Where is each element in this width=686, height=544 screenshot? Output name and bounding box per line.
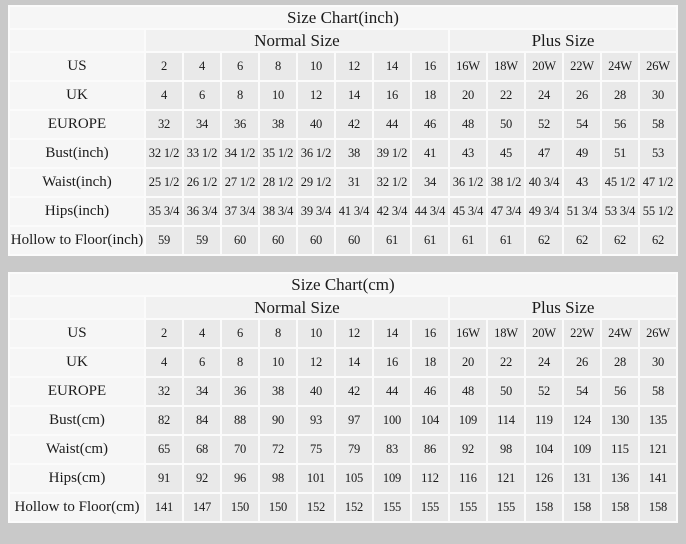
table-title: Size Chart(inch) [10, 7, 676, 28]
size-cell: 12 [298, 82, 334, 109]
size-cell: 147 [184, 494, 220, 521]
size-cell: 10 [260, 82, 296, 109]
size-cell: 18 [412, 82, 448, 109]
size-cell: 24 [526, 82, 562, 109]
size-cell: 22 [488, 349, 524, 376]
size-cell: 38 1/2 [488, 169, 524, 196]
size-cell: 88 [222, 407, 258, 434]
size-cell: 55 1/2 [640, 198, 676, 225]
row-label: US [10, 53, 144, 80]
size-cell: 8 [222, 82, 258, 109]
size-cell: 46 [412, 378, 448, 405]
size-cell: 92 [184, 465, 220, 492]
size-cell: 131 [564, 465, 600, 492]
row-label: Hollow to Floor(cm) [10, 494, 144, 521]
size-cell: 36 1/2 [450, 169, 486, 196]
size-cell: 158 [564, 494, 600, 521]
size-cell: 28 1/2 [260, 169, 296, 196]
column-group-label: Normal Size [146, 297, 448, 318]
size-cell: 4 [184, 53, 220, 80]
size-cell: 104 [412, 407, 448, 434]
size-cell: 52 [526, 111, 562, 138]
size-cell: 82 [146, 407, 182, 434]
size-cell: 6 [184, 82, 220, 109]
size-cell: 119 [526, 407, 562, 434]
size-cell: 136 [602, 465, 638, 492]
size-cell: 47 1/2 [640, 169, 676, 196]
size-cell: 124 [564, 407, 600, 434]
size-cell: 45 1/2 [602, 169, 638, 196]
table-row [10, 436, 676, 463]
size-cell: 26W [640, 320, 676, 347]
table-row [10, 494, 676, 521]
size-cell: 44 [374, 111, 410, 138]
size-cell: 10 [298, 53, 334, 80]
size-cell: 112 [412, 465, 448, 492]
size-cell: 155 [488, 494, 524, 521]
size-cell: 115 [602, 436, 638, 463]
size-cell: 61 [412, 227, 448, 254]
size-cell: 32 [146, 378, 182, 405]
size-cell: 16W [450, 53, 486, 80]
size-cell: 22W [564, 320, 600, 347]
size-cell: 52 [526, 378, 562, 405]
size-cell: 155 [412, 494, 448, 521]
size-cell: 36 3/4 [184, 198, 220, 225]
size-cell: 39 1/2 [374, 140, 410, 167]
size-cell: 20 [450, 82, 486, 109]
size-cell: 54 [564, 378, 600, 405]
size-cell: 98 [488, 436, 524, 463]
size-cell: 16 [412, 53, 448, 80]
size-cell: 32 1/2 [374, 169, 410, 196]
size-cell: 49 [564, 140, 600, 167]
size-cell: 60 [260, 227, 296, 254]
size-cell: 43 [450, 140, 486, 167]
size-cell: 24W [602, 53, 638, 80]
table-row [10, 198, 676, 225]
size-cell: 62 [564, 227, 600, 254]
size-cell: 93 [298, 407, 334, 434]
size-cell: 43 [564, 169, 600, 196]
size-cell: 34 [184, 111, 220, 138]
row-label: Waist(inch) [10, 169, 144, 196]
table-row [10, 53, 676, 80]
size-cell: 40 [298, 378, 334, 405]
row-label: Hollow to Floor(inch) [10, 227, 144, 254]
size-cell: 83 [374, 436, 410, 463]
size-cell: 155 [374, 494, 410, 521]
size-cell: 40 3/4 [526, 169, 562, 196]
size-cell: 53 [640, 140, 676, 167]
size-cell: 12 [298, 349, 334, 376]
size-cell: 61 [374, 227, 410, 254]
size-cell: 8 [260, 320, 296, 347]
size-cell: 20W [526, 320, 562, 347]
table-row [10, 169, 676, 196]
row-label: Bust(inch) [10, 140, 144, 167]
size-cell: 59 [146, 227, 182, 254]
row-label: US [10, 320, 144, 347]
size-cell: 32 [146, 111, 182, 138]
size-cell: 14 [336, 349, 372, 376]
size-cell: 26 [564, 349, 600, 376]
size-cell: 29 1/2 [298, 169, 334, 196]
size-cell: 86 [412, 436, 448, 463]
size-cell: 68 [184, 436, 220, 463]
row-label: Waist(cm) [10, 436, 144, 463]
column-group-label: Normal Size [146, 30, 448, 51]
size-cell: 6 [184, 349, 220, 376]
size-cell: 50 [488, 378, 524, 405]
row-label: UK [10, 82, 144, 109]
table-row [10, 82, 676, 109]
size-cell: 20W [526, 53, 562, 80]
size-cell: 6 [222, 320, 258, 347]
size-cell: 20 [450, 349, 486, 376]
size-cell: 97 [336, 407, 372, 434]
size-cell: 14 [374, 53, 410, 80]
size-cell: 26W [640, 53, 676, 80]
size-cell: 49 3/4 [526, 198, 562, 225]
size-cell: 40 [298, 111, 334, 138]
size-cell: 24 [526, 349, 562, 376]
size-cell: 48 [450, 111, 486, 138]
size-cell: 79 [336, 436, 372, 463]
column-group-label: Plus Size [450, 30, 676, 51]
size-cell: 22W [564, 53, 600, 80]
size-cell: 33 1/2 [184, 140, 220, 167]
size-cell: 152 [336, 494, 372, 521]
size-cell: 109 [564, 436, 600, 463]
size-cell: 60 [222, 227, 258, 254]
size-cell: 47 [526, 140, 562, 167]
size-cell: 4 [184, 320, 220, 347]
size-cell: 35 1/2 [260, 140, 296, 167]
size-cell: 39 3/4 [298, 198, 334, 225]
size-cell: 62 [640, 227, 676, 254]
size-cell: 126 [526, 465, 562, 492]
size-cell: 2 [146, 320, 182, 347]
size-cell: 58 [640, 111, 676, 138]
size-cell: 8 [222, 349, 258, 376]
table-title: Size Chart(cm) [10, 274, 676, 295]
size-cell: 44 [374, 378, 410, 405]
size-cell: 36 1/2 [298, 140, 334, 167]
size-cell: 28 [602, 349, 638, 376]
size-cell: 141 [640, 465, 676, 492]
size-cell: 34 [184, 378, 220, 405]
size-cell: 41 [412, 140, 448, 167]
size-cell: 31 [336, 169, 372, 196]
size-cell: 116 [450, 465, 486, 492]
size-cell: 14 [336, 82, 372, 109]
size-cell: 36 [222, 111, 258, 138]
size-cell: 59 [184, 227, 220, 254]
corner-cell [10, 30, 144, 51]
size-cell: 34 [412, 169, 448, 196]
table-row [10, 227, 676, 254]
size-cell: 4 [146, 82, 182, 109]
size-cell: 18 [412, 349, 448, 376]
size-cell: 61 [488, 227, 524, 254]
size-cell: 37 3/4 [222, 198, 258, 225]
size-cell: 14 [374, 320, 410, 347]
size-cell: 8 [260, 53, 296, 80]
size-cell: 158 [640, 494, 676, 521]
corner-cell [10, 297, 144, 318]
size-cell: 10 [298, 320, 334, 347]
size-cell: 60 [298, 227, 334, 254]
size-cell: 16 [374, 82, 410, 109]
size-cell: 12 [336, 320, 372, 347]
row-label: EUROPE [10, 378, 144, 405]
size-cell: 26 [564, 82, 600, 109]
size-cell: 104 [526, 436, 562, 463]
size-cell: 44 3/4 [412, 198, 448, 225]
size-cell: 135 [640, 407, 676, 434]
size-cell: 41 3/4 [336, 198, 372, 225]
size-cell: 61 [450, 227, 486, 254]
table-row [10, 407, 676, 434]
size-cell: 141 [146, 494, 182, 521]
size-cell: 51 [602, 140, 638, 167]
size-cell: 130 [602, 407, 638, 434]
size-cell: 2 [146, 53, 182, 80]
size-cell: 25 1/2 [146, 169, 182, 196]
size-cell: 109 [450, 407, 486, 434]
size-cell: 42 [336, 111, 372, 138]
size-cell: 38 [336, 140, 372, 167]
size-cell: 56 [602, 111, 638, 138]
size-cell: 22 [488, 82, 524, 109]
size-cell: 121 [488, 465, 524, 492]
size-cell: 16 [412, 320, 448, 347]
size-cell: 16 [374, 349, 410, 376]
size-cell: 155 [450, 494, 486, 521]
size-cell: 18W [488, 53, 524, 80]
size-cell: 47 3/4 [488, 198, 524, 225]
size-cell: 84 [184, 407, 220, 434]
row-label: Hips(cm) [10, 465, 144, 492]
size-cell: 45 3/4 [450, 198, 486, 225]
size-cell: 45 [488, 140, 524, 167]
size-cell: 75 [298, 436, 334, 463]
size-cell: 150 [260, 494, 296, 521]
size-cell: 58 [640, 378, 676, 405]
size-cell: 38 3/4 [260, 198, 296, 225]
size-cell: 90 [260, 407, 296, 434]
size-cell: 109 [374, 465, 410, 492]
size-cell: 121 [640, 436, 676, 463]
table-row [10, 111, 676, 138]
size-cell: 28 [602, 82, 638, 109]
size-cell: 6 [222, 53, 258, 80]
row-label: Hips(inch) [10, 198, 144, 225]
size-cell: 65 [146, 436, 182, 463]
size-cell: 18W [488, 320, 524, 347]
size-cell: 53 3/4 [602, 198, 638, 225]
size-table-inch [8, 5, 678, 256]
row-label: EUROPE [10, 111, 144, 138]
size-cell: 38 [260, 111, 296, 138]
size-cell: 46 [412, 111, 448, 138]
size-cell: 158 [526, 494, 562, 521]
size-cell: 62 [526, 227, 562, 254]
table-row [10, 465, 676, 492]
size-chart-cm [8, 272, 678, 523]
table-row [10, 349, 676, 376]
row-label: Bust(cm) [10, 407, 144, 434]
size-cell: 38 [260, 378, 296, 405]
size-cell: 100 [374, 407, 410, 434]
size-cell: 91 [146, 465, 182, 492]
size-cell: 10 [260, 349, 296, 376]
size-cell: 62 [602, 227, 638, 254]
size-cell: 27 1/2 [222, 169, 258, 196]
size-chart-inch [8, 5, 678, 256]
size-cell: 54 [564, 111, 600, 138]
table-row [10, 140, 676, 167]
size-cell: 150 [222, 494, 258, 521]
column-group-label: Plus Size [450, 297, 676, 318]
size-cell: 92 [450, 436, 486, 463]
size-cell: 42 3/4 [374, 198, 410, 225]
size-cell: 152 [298, 494, 334, 521]
size-cell: 30 [640, 349, 676, 376]
size-cell: 12 [336, 53, 372, 80]
size-table-cm [8, 272, 678, 523]
size-cell: 96 [222, 465, 258, 492]
size-cell: 70 [222, 436, 258, 463]
size-cell: 24W [602, 320, 638, 347]
size-cell: 30 [640, 82, 676, 109]
size-cell: 26 1/2 [184, 169, 220, 196]
size-cell: 114 [488, 407, 524, 434]
size-cell: 16W [450, 320, 486, 347]
size-cell: 4 [146, 349, 182, 376]
size-cell: 50 [488, 111, 524, 138]
size-cell: 34 1/2 [222, 140, 258, 167]
size-cell: 72 [260, 436, 296, 463]
size-cell: 51 3/4 [564, 198, 600, 225]
size-cell: 98 [260, 465, 296, 492]
size-cell: 36 [222, 378, 258, 405]
size-cell: 42 [336, 378, 372, 405]
size-cell: 48 [450, 378, 486, 405]
size-cell: 56 [602, 378, 638, 405]
size-cell: 32 1/2 [146, 140, 182, 167]
table-row [10, 378, 676, 405]
size-cell: 105 [336, 465, 372, 492]
row-label: UK [10, 349, 144, 376]
table-row [10, 320, 676, 347]
size-cell: 35 3/4 [146, 198, 182, 225]
size-cell: 60 [336, 227, 372, 254]
size-cell: 101 [298, 465, 334, 492]
size-cell: 158 [602, 494, 638, 521]
